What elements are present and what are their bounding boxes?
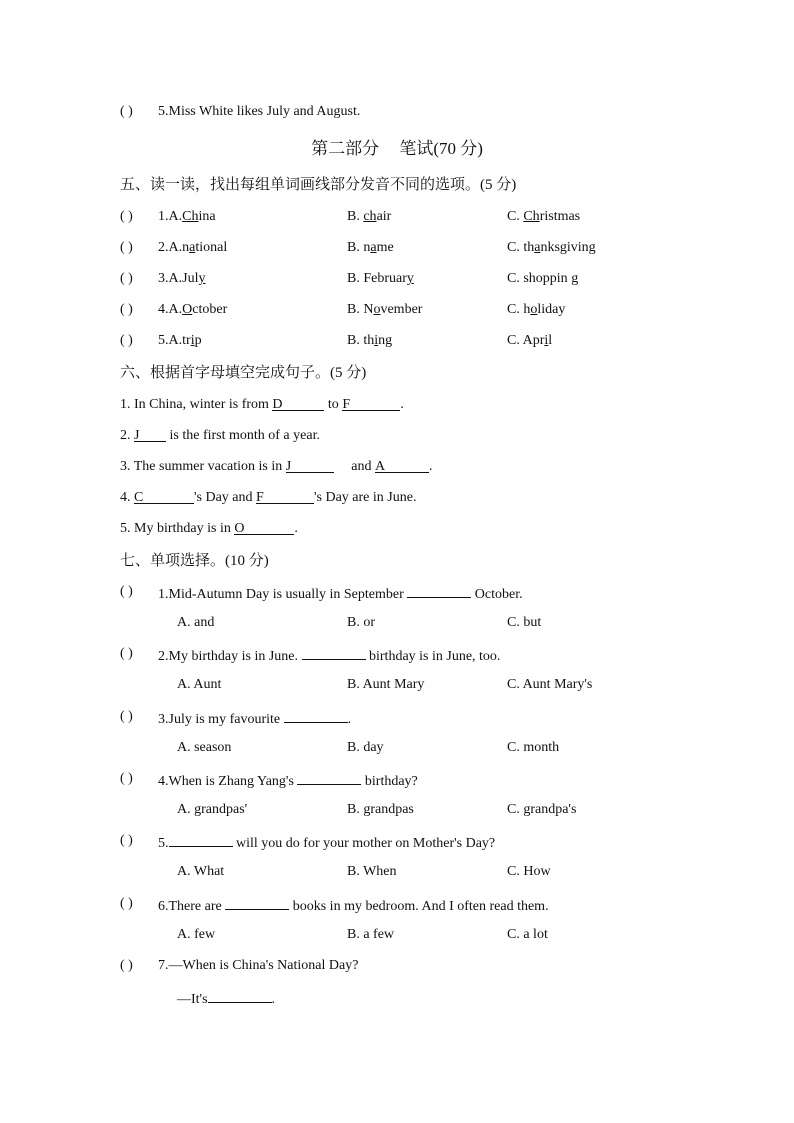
option-b[interactable]: B. a few — [347, 927, 395, 942]
answer-paren[interactable]: ( ) — [120, 958, 133, 973]
option-c[interactable]: C. How — [507, 864, 551, 879]
answer-blank[interactable]: O — [234, 520, 294, 535]
answer-blank[interactable]: A — [375, 458, 429, 473]
option-c[interactable]: C. thanksgiving — [507, 240, 596, 255]
answer-blank[interactable]: J — [134, 427, 166, 442]
fill-sentence: 5. My birthday is in O . — [120, 521, 298, 536]
fill-sentence: 4. C 's Day and F 's Day are in June. — [120, 490, 417, 505]
option-a[interactable]: A. grandpas' — [177, 802, 248, 817]
option-a[interactable]: A. season — [177, 740, 232, 755]
answer-blank[interactable]: F — [342, 396, 400, 411]
option-b[interactable]: B. chair — [347, 209, 392, 224]
answer-blank[interactable]: D — [272, 396, 324, 411]
option-c[interactable]: C. a lot — [507, 927, 548, 942]
option-a[interactable]: A. and — [177, 615, 215, 630]
answer-blank[interactable]: F — [256, 489, 314, 504]
answer-paren[interactable]: ( ) — [120, 333, 133, 348]
option-b[interactable]: B. thing — [347, 333, 393, 348]
phonics-row — [0, 208, 794, 226]
answer-blank — [302, 645, 366, 660]
fill-sentence: 1. In China, winter is from D to F . — [120, 397, 404, 412]
question-text: 5. will you do for your mother on Mother's Day? — [158, 832, 495, 853]
part-title-right: 笔试(70 分) — [399, 139, 483, 158]
question-text: 4.When is Zhang Yang's birthday? — [158, 770, 418, 791]
reply-text: —It's . — [177, 988, 275, 1009]
option-a[interactable]: 1.A.China — [158, 209, 216, 224]
section-heading: 七、单项选择。(10 分) — [120, 553, 269, 569]
answer-blank — [407, 583, 471, 598]
phonics-row — [0, 332, 794, 350]
option-b[interactable]: B. grandpas — [347, 802, 414, 817]
option-b[interactable]: B. When — [347, 864, 397, 879]
question-text: 3.July is my favourite . — [158, 708, 351, 729]
options-row — [0, 863, 794, 881]
options-row — [0, 801, 794, 819]
option-c[interactable]: C. month — [507, 740, 560, 755]
question-text: 6.There are books in my bedroom. And I often read them. — [158, 895, 549, 916]
answer-blank[interactable]: C — [134, 489, 194, 504]
option-a[interactable]: 4.A.October — [158, 302, 228, 317]
options-row — [0, 926, 794, 944]
question-row — [0, 583, 794, 601]
option-b[interactable]: B. name — [347, 240, 394, 255]
answer-paren[interactable]: ( ) — [120, 646, 133, 661]
question-row — [0, 103, 794, 121]
answer-blank[interactable] — [208, 988, 272, 1003]
question-text: 2.My birthday is in June. birthday is in June, too. — [158, 645, 500, 666]
answer-paren[interactable]: ( ) — [120, 240, 133, 255]
answer-paren[interactable]: ( ) — [120, 896, 133, 911]
option-c[interactable]: C. Christmas — [507, 209, 581, 224]
option-a[interactable]: 5.A.trip — [158, 333, 202, 348]
option-c[interactable]: C. shoppin g — [507, 271, 579, 286]
answer-blank[interactable]: J — [286, 458, 334, 473]
options-row — [0, 614, 794, 632]
question-row — [0, 957, 794, 975]
answer-paren[interactable]: ( ) — [120, 833, 133, 848]
question-text: 7.—When is China's National Day? — [158, 958, 359, 973]
answer-blank — [284, 708, 348, 723]
phonics-row — [0, 239, 794, 257]
options-row — [0, 739, 794, 757]
question-row — [0, 708, 794, 726]
question-row — [0, 645, 794, 663]
section-heading: 五、读一读，找出每组单词画线部分发音不同的选项。(5 分) — [120, 177, 517, 193]
answer-paren: ( ) — [120, 104, 133, 119]
option-b[interactable]: B. Aunt Mary — [347, 677, 425, 692]
question-text: 1.Mid-Autumn Day is usually in September October. — [158, 583, 523, 604]
fill-sentence: 2. J is the first month of a year. — [120, 428, 320, 443]
option-c[interactable]: C. Aunt Mary's — [507, 677, 593, 692]
answer-paren[interactable]: ( ) — [120, 771, 133, 786]
option-c[interactable]: C. April — [507, 333, 553, 348]
option-b[interactable]: B. November — [347, 302, 423, 317]
option-c[interactable]: C. but — [507, 615, 542, 630]
question-row — [0, 895, 794, 913]
part-title-left: 第二部分 — [311, 139, 380, 158]
option-a[interactable]: A. Aunt — [177, 677, 222, 692]
answer-line — [0, 988, 794, 1006]
options-row — [0, 676, 794, 694]
answer-paren[interactable]: ( ) — [120, 209, 133, 224]
phonics-row — [0, 301, 794, 319]
answer-paren[interactable]: ( ) — [120, 584, 133, 599]
answer-paren[interactable]: ( ) — [120, 709, 133, 724]
option-b[interactable]: B. or — [347, 615, 375, 630]
option-b[interactable]: B. February — [347, 271, 414, 286]
option-c[interactable]: C. grandpa's — [507, 802, 577, 817]
option-a[interactable]: A. What — [177, 864, 225, 879]
answer-paren[interactable]: ( ) — [120, 271, 133, 286]
question-row — [0, 832, 794, 850]
question-row — [0, 770, 794, 788]
option-b[interactable]: B. day — [347, 740, 384, 755]
option-a[interactable]: A. few — [177, 927, 216, 942]
option-a[interactable]: 2.A.national — [158, 240, 228, 255]
answer-blank — [169, 832, 233, 847]
question-text: 5.Miss White likes July and August. — [158, 104, 361, 119]
answer-blank — [225, 895, 289, 910]
answer-paren[interactable]: ( ) — [120, 302, 133, 317]
section-heading: 六、根据首字母填空完成句子。(5 分) — [120, 365, 367, 381]
part-title — [0, 139, 794, 159]
phonics-row — [0, 270, 794, 288]
answer-blank — [297, 770, 361, 785]
option-c[interactable]: C. holiday — [507, 302, 566, 317]
fill-sentence: 3. The summer vacation is in J and A . — [120, 459, 433, 474]
option-a[interactable]: 3.A.July — [158, 271, 206, 286]
